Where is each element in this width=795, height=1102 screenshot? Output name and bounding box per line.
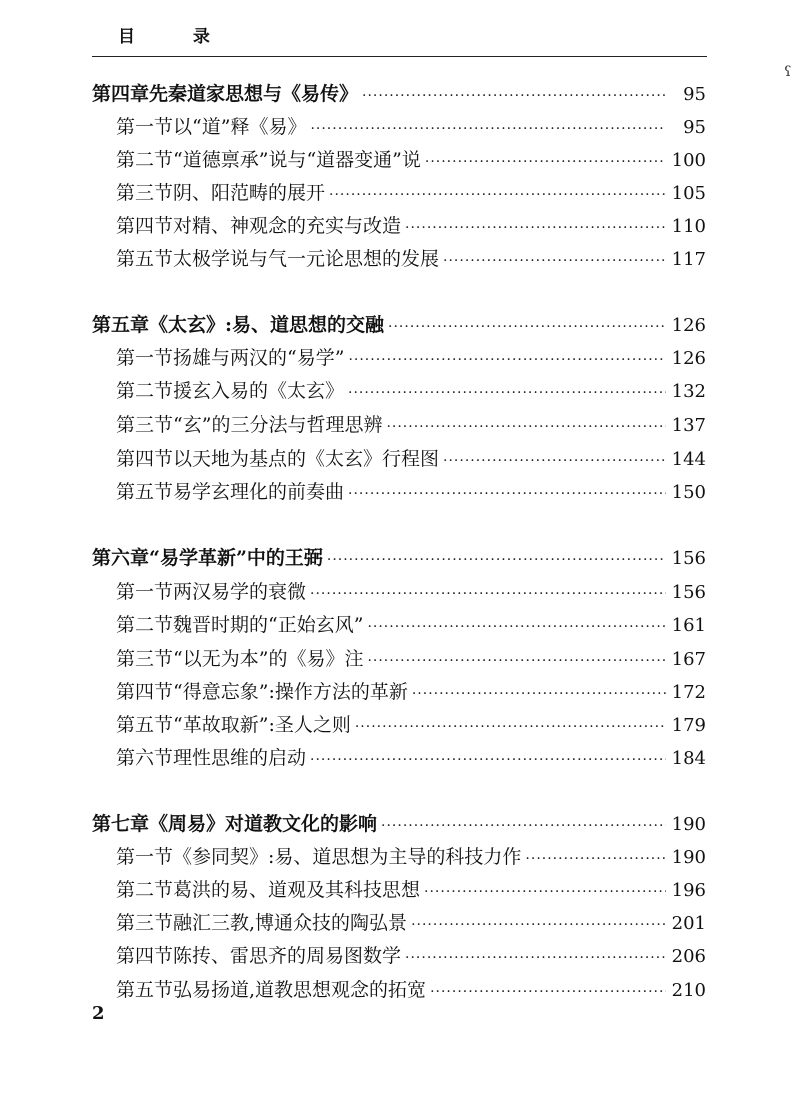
section-entry[interactable] <box>116 480 706 506</box>
dot-leader <box>355 715 666 739</box>
page-ref: 117 <box>671 249 706 270</box>
section-label: 第五节 <box>116 248 174 270</box>
section-entry[interactable] <box>116 680 706 706</box>
dot-leader <box>405 216 666 240</box>
dot-leader <box>443 449 666 473</box>
section-label: 第二节 <box>116 879 174 901</box>
section-label: 第四节 <box>116 448 174 470</box>
chapter-title: 先秦道家思想与《易传》 <box>149 83 359 105</box>
section-label: 第三节 <box>116 182 174 204</box>
section-title: 弘易扬道,道教思想观念的拓宽 <box>173 979 427 1001</box>
section-label: 第二节 <box>116 380 174 402</box>
section-entry[interactable] <box>116 944 706 970</box>
section-entry[interactable] <box>116 214 706 240</box>
dot-leader <box>348 381 666 405</box>
page-ref: 179 <box>671 715 706 736</box>
section-title: “得意忘象”:操作方法的革新 <box>173 681 408 703</box>
chapter-entry[interactable] <box>92 313 706 339</box>
section-entry[interactable] <box>116 878 706 904</box>
section-title: 太极学说与气一元论思想的发展 <box>173 248 440 270</box>
section-title: 魏晋时期的“正始玄风” <box>173 614 364 636</box>
dot-leader <box>430 980 666 1004</box>
section-entry[interactable] <box>116 647 706 673</box>
page-ref: 190 <box>671 814 706 835</box>
section-entry[interactable] <box>116 148 706 174</box>
section-title: 《参同契》:易、道思想为主导的科技力作 <box>173 846 522 868</box>
section-entry[interactable] <box>116 580 706 606</box>
section-entry[interactable] <box>116 447 706 473</box>
section-title: 援玄入易的《太玄》 <box>173 380 345 402</box>
dot-leader <box>424 880 666 904</box>
section-entry[interactable] <box>116 845 706 871</box>
header-title: 目 录 <box>118 27 236 47</box>
section-title: 两汉易学的衰微 <box>173 581 307 603</box>
chapter-label: 第七章 <box>92 813 150 835</box>
chapter-title: 《周易》对道教文化的影响 <box>149 813 378 835</box>
section-title: 扬雄与两汉的“易学” <box>173 347 345 369</box>
section-title: 易学玄理化的前奏曲 <box>173 481 345 503</box>
page-ref: 184 <box>671 748 706 769</box>
page-number: 2 <box>92 1003 105 1024</box>
section-entry[interactable] <box>116 115 706 141</box>
section-entry[interactable] <box>116 413 706 439</box>
dot-leader <box>412 682 666 706</box>
chapter-title: “易学革新”中的王弼 <box>149 547 323 569</box>
dot-leader <box>411 913 666 937</box>
section-entry[interactable] <box>116 247 706 273</box>
page-ref: 156 <box>671 548 706 569</box>
page-ref: 167 <box>671 649 706 670</box>
dot-leader <box>425 150 666 174</box>
section-entry[interactable] <box>116 379 706 405</box>
section-entry[interactable] <box>116 911 706 937</box>
dot-leader <box>329 183 666 207</box>
dot-leader <box>348 348 666 372</box>
section-entry[interactable] <box>116 613 706 639</box>
dot-leader <box>367 615 666 639</box>
section-entry[interactable] <box>116 181 706 207</box>
chapter-entry[interactable] <box>92 82 706 108</box>
chapter-entry[interactable] <box>92 812 706 838</box>
section-label: 第四节 <box>116 215 174 237</box>
dot-leader <box>381 814 666 838</box>
dot-leader <box>388 315 666 339</box>
section-entry[interactable] <box>116 746 706 772</box>
section-title: “道德禀承”说与“道器变通”说 <box>173 149 421 171</box>
page-ref: 210 <box>671 980 706 1001</box>
dot-leader <box>310 117 666 141</box>
dot-leader <box>348 482 666 506</box>
section-label: 第六节 <box>116 747 174 769</box>
page-ref: 95 <box>683 84 706 105</box>
section-label: 第四节 <box>116 945 174 967</box>
section-entry[interactable] <box>116 346 706 372</box>
page-ref: 95 <box>683 117 706 138</box>
section-label: 第三节 <box>116 414 174 436</box>
dot-leader <box>310 582 666 606</box>
page-ref: 161 <box>671 615 706 636</box>
page-ref: 144 <box>671 449 706 470</box>
page-ref: 156 <box>671 582 706 603</box>
section-label: 第一节 <box>116 116 174 138</box>
section-label: 第一节 <box>116 846 174 868</box>
section-title: “以无为本”的《易》注 <box>173 648 364 670</box>
dot-leader <box>362 84 666 108</box>
section-title: 以天地为基点的《太玄》行程图 <box>173 448 440 470</box>
page-ref: 190 <box>671 847 706 868</box>
dot-leader <box>405 946 666 970</box>
page-ref: 137 <box>671 415 706 436</box>
dot-leader <box>386 415 666 439</box>
page-ref: 206 <box>671 946 706 967</box>
dot-leader <box>310 748 666 772</box>
section-label: 第五节 <box>116 979 174 1001</box>
section-title: 融汇三教,博通众技的陶弘景 <box>173 912 408 934</box>
section-label: 第五节 <box>116 481 174 503</box>
page-ref: 172 <box>671 682 706 703</box>
page-ref: 196 <box>671 880 706 901</box>
page-ref: 126 <box>671 315 706 336</box>
dot-leader <box>367 649 666 673</box>
chapter-title: 《太玄》:易、道思想的交融 <box>149 314 385 336</box>
section-entry[interactable] <box>116 713 706 739</box>
dot-leader <box>525 847 666 871</box>
section-label: 第四节 <box>116 681 174 703</box>
section-label: 第一节 <box>116 581 174 603</box>
section-title: 对精、神观念的充实与改造 <box>173 215 402 237</box>
section-title: “玄”的三分法与哲理思辨 <box>173 414 383 436</box>
section-title: “革故取新”:圣人之则 <box>173 714 351 736</box>
section-title: 陈抟、雷思齐的周易图数学 <box>173 945 402 967</box>
page-ref: 126 <box>671 348 706 369</box>
chapter-entry[interactable] <box>92 546 706 572</box>
page-ref: 110 <box>671 216 706 237</box>
chapter-label: 第五章 <box>92 314 150 336</box>
section-label: 第三节 <box>116 648 174 670</box>
section-label: 第三节 <box>116 912 174 934</box>
page-ref: 132 <box>671 381 706 402</box>
margin-mark: ʕ <box>784 64 792 80</box>
page-ref: 150 <box>671 482 706 503</box>
chapter-label: 第四章 <box>92 83 150 105</box>
section-label: 第一节 <box>116 347 174 369</box>
page-ref: 105 <box>671 183 706 204</box>
page-ref: 100 <box>671 150 706 171</box>
section-label: 第二节 <box>116 614 174 636</box>
dot-leader <box>327 548 666 572</box>
chapter-label: 第六章 <box>92 547 150 569</box>
page-ref: 201 <box>671 913 706 934</box>
section-label: 第二节 <box>116 149 174 171</box>
section-label: 第五节 <box>116 714 174 736</box>
section-title: 以“道”释《易》 <box>173 116 307 138</box>
section-title: 阴、阳范畴的展开 <box>173 182 326 204</box>
section-title: 葛洪的易、道观及其科技思想 <box>173 879 421 901</box>
dot-leader <box>443 249 666 273</box>
section-title: 理性思维的启动 <box>173 747 307 769</box>
section-entry[interactable] <box>116 978 706 1004</box>
